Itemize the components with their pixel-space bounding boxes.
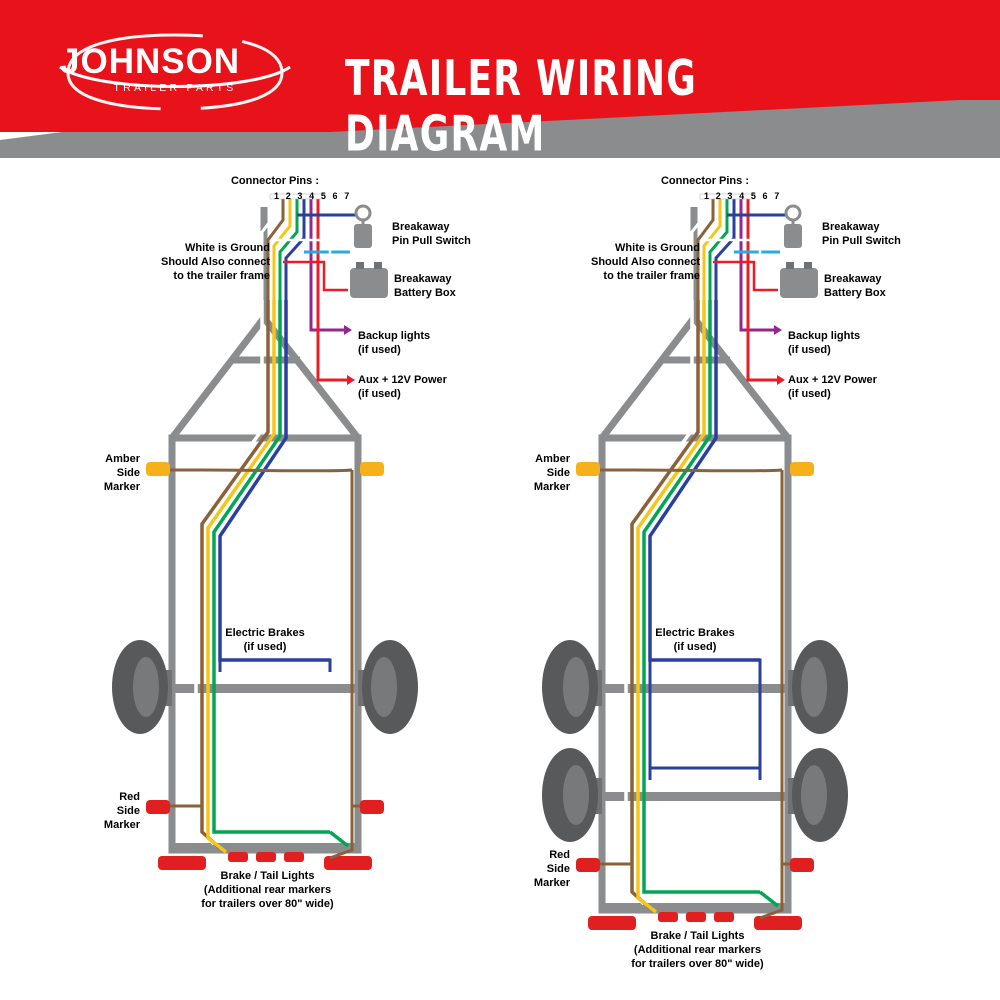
red-marker-label-2: Side [546, 863, 570, 875]
amber-marker-left [576, 462, 600, 476]
ground-note-line3: to the trailer frame [173, 270, 270, 282]
wheel-front-right [792, 640, 848, 734]
backup-lights-label-2: (if used) [358, 344, 401, 356]
amber-marker-label-1: Amber [535, 453, 570, 465]
amber-marker-label-3: Marker [103, 481, 140, 493]
connector-pins-label: Connector Pins : [660, 175, 749, 187]
breakaway-battery-box-icon [780, 262, 818, 298]
breakaway-box-label-1: Breakaway [824, 273, 882, 285]
backup-lights-label-1: Backup lights [358, 330, 431, 342]
amber-marker-label-1: Amber [105, 453, 140, 465]
backup-lights-label-2: (if used) [788, 344, 831, 356]
red-marker-left [576, 858, 600, 872]
amber-marker-right [360, 462, 384, 476]
wheel-front-left [542, 640, 598, 734]
page-title: TRAILER WIRING DIAGRAM [345, 52, 698, 163]
pin-numbers: 1 2 3 4 5 6 7 [274, 191, 352, 201]
breakaway-switch-icon [784, 206, 802, 248]
breakaway-box-label-2: Battery Box [824, 287, 886, 299]
tail-light-left [588, 916, 636, 930]
ground-note-line3: to the trailer frame [603, 270, 700, 282]
breakaway-switch-label-2: Pin Pull Switch [392, 235, 471, 247]
breakaway-battery-box-icon [350, 262, 388, 298]
breakaway-switch-label-1: Breakaway [392, 221, 450, 233]
red-marker-label-2: Side [116, 805, 140, 817]
red-marker-label-3: Marker [103, 819, 140, 831]
wheel-rear-left [542, 748, 598, 842]
ground-note-line2: Should Also connect [161, 256, 270, 268]
electric-brakes-label-1: Electric Brakes [655, 627, 735, 639]
backup-lights-label-1: Backup lights [788, 330, 861, 342]
brand-name: JOHNSON [60, 42, 241, 81]
wheel-left [112, 640, 168, 734]
tail-lights-label-2: (Additional rear markers [633, 944, 762, 956]
amber-marker-label-2: Side [116, 467, 140, 479]
axle-beam [150, 684, 380, 693]
electric-brakes-label-2: (if used) [243, 641, 287, 653]
breakaway-switch-label-2: Pin Pull Switch [822, 235, 901, 247]
red-marker-right [790, 858, 814, 872]
aux-power-label-2: (if used) [358, 388, 401, 400]
red-marker-right [360, 800, 384, 814]
breakaway-box-label-1: Breakaway [394, 273, 452, 285]
red-marker-label-1: Red [119, 791, 140, 803]
red-marker-label-3: Marker [533, 877, 570, 889]
ground-note-line1: White is Ground [615, 242, 700, 254]
brand-tagline: TRAILER PARTS [113, 82, 237, 94]
tandem-axle-diagram [430, 0, 930, 1000]
aux-power-label-2: (if used) [788, 388, 831, 400]
tail-lights-label-1: Brake / Tail Lights [650, 930, 745, 942]
tail-lights-label-1: Brake / Tail Lights [220, 870, 315, 882]
tail-lights-label-2: (Additional rear markers [203, 884, 332, 896]
amber-marker-right [790, 462, 814, 476]
ground-note-line2: Should Also connect [591, 256, 700, 268]
red-marker-left [146, 800, 170, 814]
electric-brakes-label-1: Electric Brakes [225, 627, 305, 639]
wheel-right [362, 640, 418, 734]
trailer-frame [172, 207, 358, 850]
connector-pins-label: Connector Pins : [230, 175, 319, 187]
red-marker-label-1: Red [549, 849, 570, 861]
tail-lights-label-3: for trailers over 80" wide) [631, 958, 764, 970]
amber-marker-label-3: Marker [533, 481, 570, 493]
amber-marker-left [146, 462, 170, 476]
aux-power-label-1: Aux + 12V Power [358, 374, 447, 386]
breakaway-switch-label-1: Breakaway [822, 221, 880, 233]
electric-brakes-label-2: (if used) [673, 641, 717, 653]
breakaway-switch-icon [354, 206, 372, 248]
trailer-frame [602, 207, 788, 910]
pin-numbers: 1 2 3 4 5 6 7 [704, 191, 782, 201]
aux-power-label-1: Aux + 12V Power [788, 374, 877, 386]
tail-lights-label-3: for trailers over 80" wide) [201, 898, 334, 910]
amber-marker-label-2: Side [546, 467, 570, 479]
breakaway-box-label-2: Battery Box [394, 287, 456, 299]
wheel-rear-right [792, 748, 848, 842]
ground-note-line1: White is Ground [185, 242, 270, 254]
tail-light-left [158, 856, 206, 870]
